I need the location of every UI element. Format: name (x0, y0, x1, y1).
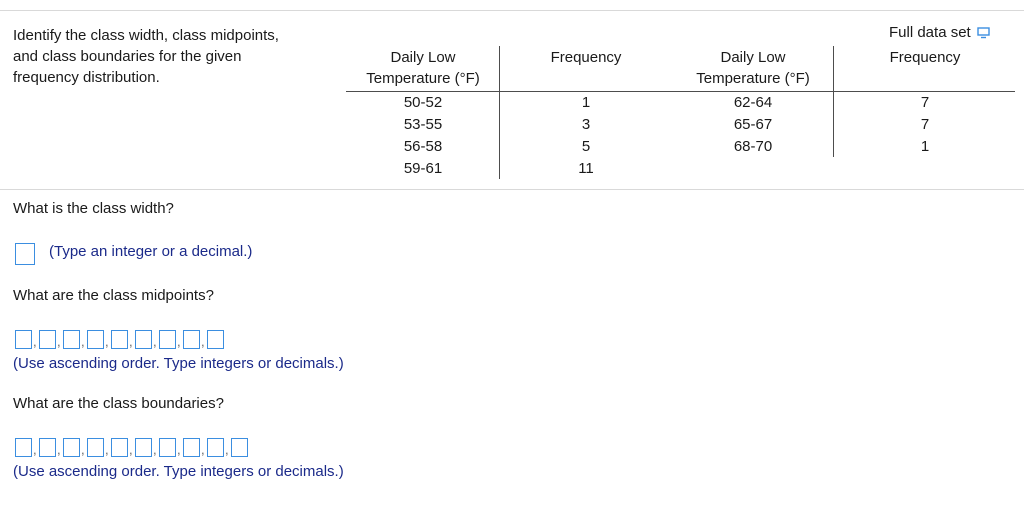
boundary-input-6[interactable] (135, 438, 152, 457)
data-set-icon[interactable] (977, 26, 990, 39)
comma-separator: , (153, 442, 157, 457)
header-frequency-right: Frequency (889, 49, 961, 66)
class-width-input[interactable] (15, 243, 35, 265)
midpoint-input-1[interactable] (15, 330, 32, 349)
boundary-input-1[interactable] (15, 438, 32, 457)
right-freq-row-3: 1 (920, 138, 930, 155)
class-width-hint: (Type an integer or a decimal.) (49, 243, 253, 260)
left-freq-row-2: 3 (581, 116, 591, 133)
right-temp-row-1: 62-64 (733, 94, 773, 111)
full-data-set-link[interactable] (889, 24, 990, 41)
section-divider (0, 189, 1024, 190)
comma-separator: , (81, 442, 85, 457)
problem-statement (13, 25, 343, 88)
left-temp-row-1: 50-52 (403, 94, 443, 111)
left-freq-row-4: 11 (578, 160, 594, 177)
comma-separator: , (105, 442, 109, 457)
boundary-input-10[interactable] (231, 438, 248, 457)
full-data-set-label: Full data set (889, 24, 971, 41)
comma-separator: , (129, 442, 133, 457)
right-temp-row-2: 65-67 (733, 116, 773, 133)
midpoint-input-3[interactable] (63, 330, 80, 349)
comma-separator: , (33, 334, 37, 349)
left-freq-row-3: 5 (581, 138, 591, 155)
left-temp-row-2: 53-55 (403, 116, 443, 133)
midpoint-input-9[interactable] (207, 330, 224, 349)
midpoint-input-4[interactable] (87, 330, 104, 349)
header-temp-left: Daily Low Temperature (°F) (366, 49, 480, 87)
boundary-input-9[interactable] (207, 438, 224, 457)
class-midpoints-hint: (Use ascending order. Type integers or decimals.) (13, 355, 344, 372)
boundary-input-2[interactable] (39, 438, 56, 457)
comma-separator: , (81, 334, 85, 349)
midpoint-input-8[interactable] (183, 330, 200, 349)
boundary-input-7[interactable] (159, 438, 176, 457)
comma-separator: , (57, 442, 61, 457)
boundary-input-4[interactable] (87, 438, 104, 457)
boundary-input-8[interactable] (183, 438, 200, 457)
class-boundaries-hint: (Use ascending order. Type integers or decimals.) (13, 463, 344, 480)
prompt-line-3: frequency distribution. (13, 69, 160, 86)
comma-separator: , (33, 442, 37, 457)
midpoint-input-5[interactable] (111, 330, 128, 349)
class-boundaries-question: What are the class boundaries? (13, 395, 224, 412)
table-divider-left (499, 46, 500, 179)
midpoint-input-2[interactable] (39, 330, 56, 349)
right-freq-row-2: 7 (920, 116, 930, 133)
comma-separator: , (225, 442, 229, 457)
left-temp-row-4: 59-61 (403, 160, 443, 177)
header-frequency-left: Frequency (550, 49, 622, 66)
boundary-input-3[interactable] (63, 438, 80, 457)
comma-separator: , (201, 442, 205, 457)
comma-separator: , (129, 334, 133, 349)
comma-separator: , (201, 334, 205, 349)
prompt-line-2: and class boundaries for the given (13, 48, 242, 65)
boundary-input-5[interactable] (111, 438, 128, 457)
table-divider-right (833, 46, 834, 157)
class-midpoints-question: What are the class midpoints? (13, 287, 214, 304)
left-freq-row-1: 1 (581, 94, 591, 111)
midpoint-input-6[interactable] (135, 330, 152, 349)
top-rule (0, 10, 1024, 11)
right-freq-row-1: 7 (920, 94, 930, 111)
right-temp-row-3: 68-70 (733, 138, 773, 155)
midpoint-input-7[interactable] (159, 330, 176, 349)
prompt-line-1: Identify the class width, class midpoints, (13, 27, 279, 44)
left-temp-row-3: 56-58 (403, 138, 443, 155)
comma-separator: , (57, 334, 61, 349)
header-temp-right: Daily Low Temperature (°F) (696, 49, 810, 87)
comma-separator: , (105, 334, 109, 349)
class-width-question: What is the class width? (13, 200, 174, 217)
comma-separator: , (153, 334, 157, 349)
comma-separator: , (177, 442, 181, 457)
comma-separator: , (177, 334, 181, 349)
